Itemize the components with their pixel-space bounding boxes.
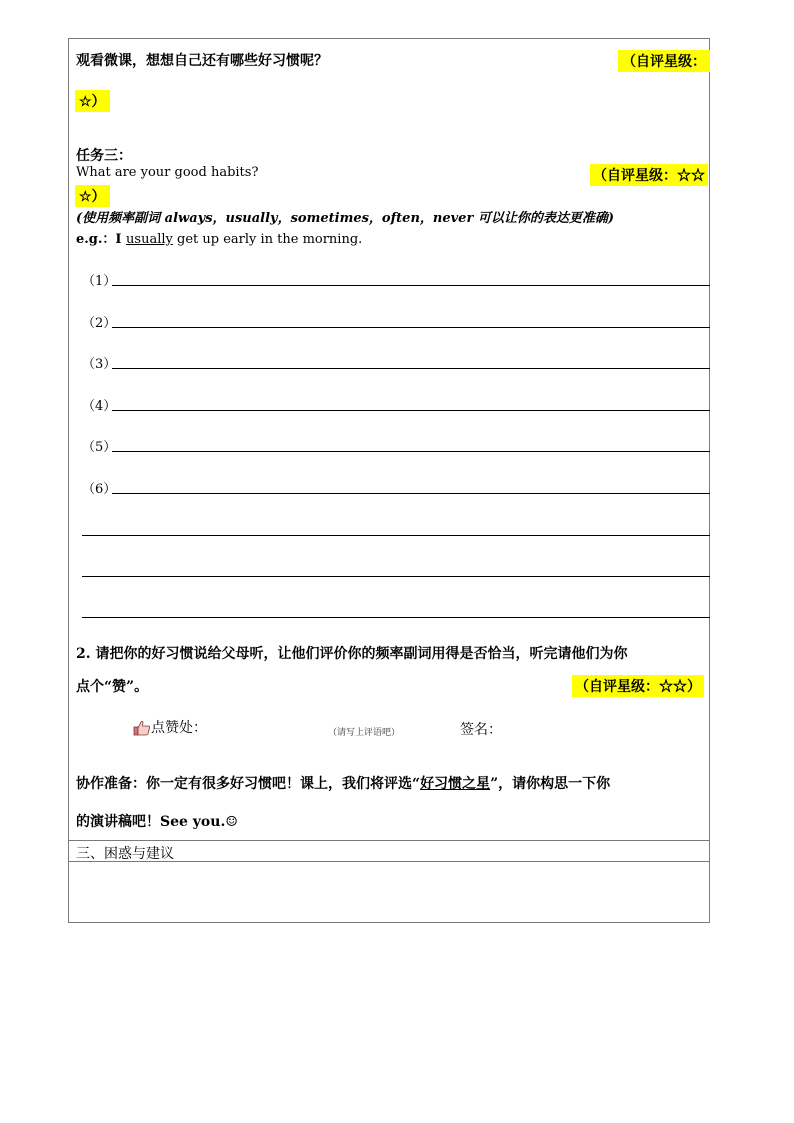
writing-line-5[interactable] bbox=[112, 451, 710, 452]
task3-title: 任务三： bbox=[76, 148, 132, 164]
thumbs-up-icon bbox=[133, 719, 151, 737]
section3-title: 三、困惑与建议 bbox=[76, 846, 174, 862]
rating-label-part2: （自评星级：☆☆） bbox=[572, 675, 704, 697]
example-sentence bbox=[76, 228, 362, 247]
writing-line-7[interactable] bbox=[82, 535, 710, 536]
part2-instruction-line2: 点个“赞”。 bbox=[76, 679, 149, 695]
hint-chinese-2: 可以让你的表达更准确) bbox=[477, 211, 614, 226]
line-number-2: （2） bbox=[82, 316, 117, 331]
like-label: 点赞处： bbox=[151, 720, 207, 736]
line-number-3: （3） bbox=[82, 357, 117, 372]
hint-chinese-1: (使用频率副词 bbox=[76, 211, 161, 226]
good-habit-star: 好习惯之星 bbox=[420, 776, 491, 792]
writing-line-1[interactable] bbox=[112, 285, 710, 286]
section-divider-top bbox=[68, 840, 710, 841]
writing-line-2[interactable] bbox=[112, 327, 710, 328]
writing-line-3[interactable] bbox=[112, 368, 710, 369]
line-number-4: （4） bbox=[82, 399, 117, 414]
writing-line-9[interactable] bbox=[82, 617, 710, 618]
example-adverb: usually bbox=[126, 232, 173, 247]
frequency-hint bbox=[76, 207, 614, 226]
rating-label-3: （自评星级：☆☆ bbox=[590, 164, 708, 186]
line-number-6: （6） bbox=[82, 482, 117, 497]
rating-stars-1: ☆） bbox=[75, 90, 110, 112]
comment-hint: （请写上评语吧） bbox=[328, 728, 401, 738]
signature-label: 签名： bbox=[460, 722, 502, 738]
example-prefix: e.g.：I bbox=[76, 232, 127, 247]
reflection-question: 观看微课，想想自己还有哪些好习惯呢？ bbox=[76, 53, 328, 69]
hint-adverbs: always，usually，sometimes，often，never bbox=[160, 211, 478, 226]
prep-text-a: 协作准备：你一定有很多好习惯吧！课上，我们将评选“ bbox=[76, 776, 421, 792]
rating-stars-3: ☆） bbox=[75, 185, 110, 207]
part2-instruction-line1: 2. 请把你的好习惯说给父母听，让他们评价你的频率副词用得是否恰当，听完请他们为你 bbox=[76, 646, 628, 662]
prep-text-b: ”，请你构思一下你 bbox=[490, 776, 611, 792]
prep-line2: 的演讲稿吧！See you.☺ bbox=[76, 814, 238, 830]
task3-question: What are your good habits? bbox=[76, 165, 259, 180]
questions-suggestions-area[interactable] bbox=[69, 862, 709, 922]
writing-line-8[interactable] bbox=[82, 576, 710, 577]
writing-line-6[interactable] bbox=[112, 493, 710, 494]
line-number-1: （1） bbox=[82, 274, 117, 289]
example-rest: get up early in the morning. bbox=[172, 232, 363, 247]
line-number-5: （5） bbox=[82, 440, 117, 455]
writing-line-4[interactable] bbox=[112, 410, 710, 411]
rating-label-1: （自评星级： bbox=[618, 50, 710, 72]
prep-line1 bbox=[76, 773, 610, 793]
like-area bbox=[133, 717, 207, 737]
